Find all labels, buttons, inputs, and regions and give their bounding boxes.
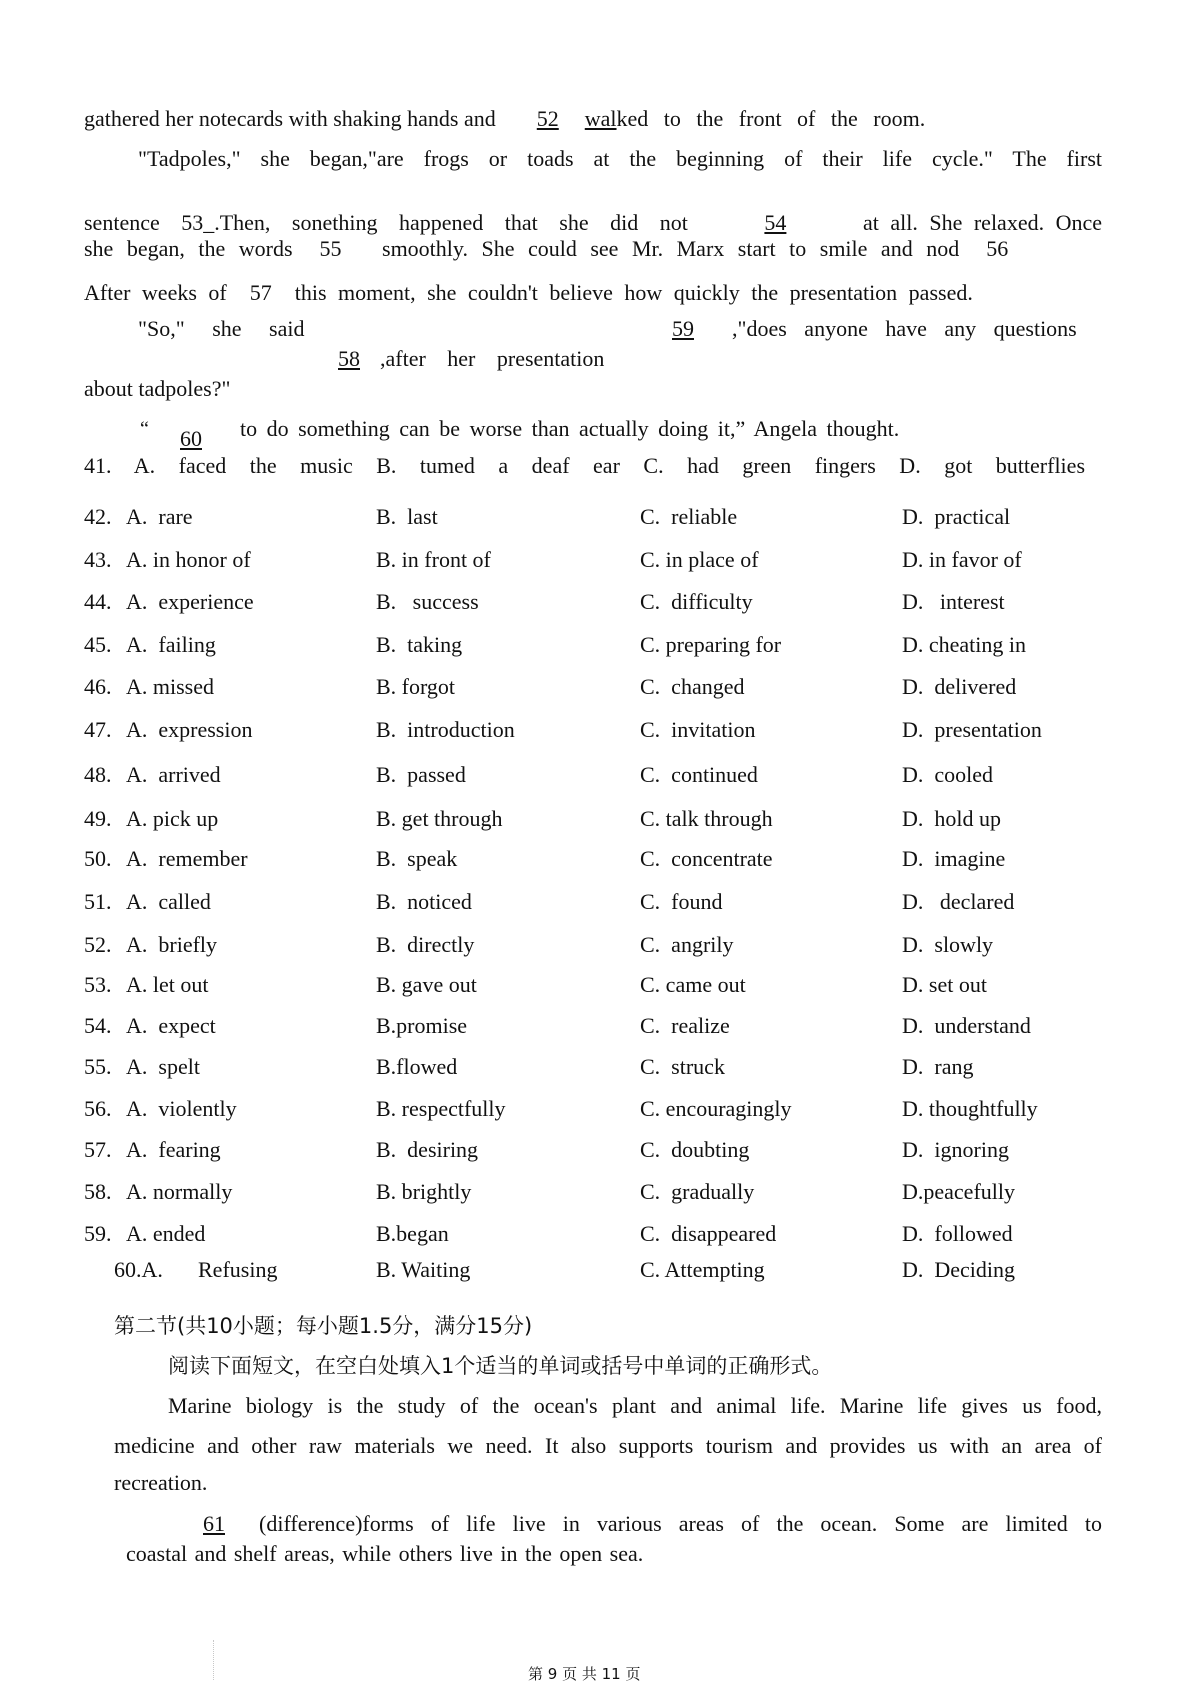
option-a: A. let out <box>126 972 209 997</box>
question-number: 51. <box>84 889 112 914</box>
option-b: B. directly <box>376 932 475 957</box>
blank-54: 54 <box>764 210 787 235</box>
passage-line-5: After weeks of 57 this moment, she couldn't believe how quickly the presentation passed. <box>84 280 973 305</box>
passage-line-3 <box>84 210 1102 236</box>
option-b: B. noticed <box>376 889 472 914</box>
question-number: 58. <box>84 1179 112 1204</box>
option-b: B. introduction <box>376 717 515 742</box>
section-2-instruction: 阅读下面短文，在空白处填入1个适当的单词或括号中单词的正确形式。 <box>168 1354 833 1378</box>
question-41: 41. A. faced the music B. tumed a deaf ear C. had green fingers D. got butterflies <box>84 453 1085 478</box>
option-c: C. doubting <box>640 1137 750 1162</box>
option-a: A. remember <box>126 846 248 871</box>
option-d: D. rang <box>902 1054 974 1079</box>
option-a: Refusing <box>198 1257 278 1282</box>
option-c: C. changed <box>640 674 745 699</box>
passage-line-3-post: at all. She relaxed. Once <box>862 210 1102 235</box>
option-d: D. cheating in <box>902 632 1027 657</box>
option-b: B. forgot <box>376 674 456 699</box>
option-c: C. encouragingly <box>640 1096 792 1121</box>
option-a: A. ended <box>126 1221 206 1246</box>
option-c: C. in place of <box>640 547 759 572</box>
para-1-line-3: recreation. <box>114 1470 208 1495</box>
question-number: 48. <box>84 762 112 787</box>
question-number: 46. <box>84 674 112 699</box>
option-d: D. cooled <box>902 762 994 787</box>
option-d: D. presentation <box>902 717 1042 742</box>
question-number: 45. <box>84 632 112 657</box>
option-c: C. disappeared <box>640 1221 777 1246</box>
option-c: C. preparing for <box>640 632 782 657</box>
page-number: 第 9 页 共 11 页 <box>528 1665 641 1683</box>
option-a: A. rare <box>126 504 193 529</box>
option-c: C. talk through <box>640 806 773 831</box>
passage-line-4: she began, the words 55 smoothly. She could see Mr. Marx start to smile and nod 56 <box>84 236 1009 261</box>
option-c: C. realize <box>640 1013 730 1038</box>
option-a: A. fearing <box>126 1137 221 1162</box>
para-2-line-1: (difference)forms of life live in various areas of the ocean. Some are limited to <box>259 1511 1102 1536</box>
option-b: B. get through <box>376 806 503 831</box>
option-b: B. brightly <box>376 1179 472 1204</box>
question-number: 52. <box>84 932 112 957</box>
option-d: D. slowly <box>902 932 994 957</box>
option-b: B. success <box>376 589 479 614</box>
option-b: B. passed <box>376 762 466 787</box>
option-a: A. experience <box>126 589 254 614</box>
option-d: D.peacefully <box>902 1179 1015 1204</box>
question-number: 57. <box>84 1137 112 1162</box>
question-number: 50. <box>84 846 112 871</box>
option-d: D. Deciding <box>902 1257 1016 1282</box>
option-c: C. gradually <box>640 1179 755 1204</box>
option-b: B.began <box>376 1221 449 1246</box>
option-b: B.flowed <box>376 1054 458 1079</box>
question-number: 59. <box>84 1221 112 1246</box>
question-number: 56. <box>84 1096 112 1121</box>
question-number: 47. <box>84 717 112 742</box>
option-c: C. came out <box>640 972 746 997</box>
option-d: D. declared <box>902 889 1015 914</box>
option-a: A. expect <box>126 1013 216 1038</box>
para-2-line-2: coastal and shelf areas, while others live in the open sea. <box>126 1541 644 1566</box>
option-a: A. in honor of <box>126 547 251 572</box>
option-a: A. violently <box>126 1096 237 1121</box>
option-d: D. ignoring <box>902 1137 1009 1162</box>
passage-line-8: about tadpoles?" <box>84 376 231 401</box>
option-a: A. pick up <box>126 806 219 831</box>
option-b: B. Waiting <box>376 1257 471 1282</box>
option-a: A. expression <box>126 717 253 742</box>
option-d: D. hold up <box>902 806 1001 831</box>
passage-line-6-right: ,"does anyone have any questions <box>732 316 1077 341</box>
question-number: 53. <box>84 972 112 997</box>
passage-line-7: ,after her presentation <box>380 346 605 371</box>
blank-52: 52 wal <box>536 106 617 131</box>
option-c: C. continued <box>640 762 758 787</box>
passage-line-2: "Tadpoles," she began,"are frogs or toads at the beginning of their life cycle." The first <box>138 146 1102 171</box>
question-number: 54. <box>84 1013 112 1038</box>
blank-59: 59 <box>672 316 694 341</box>
option-d: D. understand <box>902 1013 1031 1038</box>
question-number: 44. <box>84 589 112 614</box>
option-b: B. speak <box>376 846 458 871</box>
blank-58: 58 <box>338 346 360 371</box>
option-c: C. struck <box>640 1054 725 1079</box>
para-1-line-2: medicine and other raw materials we need. It also supports tourism and provides us with an area of <box>114 1433 1102 1458</box>
option-c: C. Attempting <box>640 1257 765 1282</box>
option-a: A. failing <box>126 632 216 657</box>
blank-60: 60 <box>180 426 202 451</box>
option-c: C. invitation <box>640 717 756 742</box>
option-c: C. concentrate <box>640 846 773 871</box>
option-c: C. angrily <box>640 932 734 957</box>
option-d: D. set out <box>902 972 987 997</box>
option-b: B. in front of <box>376 547 491 572</box>
option-d: D. followed <box>902 1221 1013 1246</box>
option-d: D. thoughtfully <box>902 1096 1038 1121</box>
question-number: 42. <box>84 504 112 529</box>
option-c: C. reliable <box>640 504 738 529</box>
para-1-line-1: Marine biology is the study of the ocean's plant and animal life. Marine life gives us food, <box>168 1393 1102 1418</box>
quote-mark: “ <box>140 418 149 440</box>
option-b: B. respectfully <box>376 1096 506 1121</box>
option-c: C. found <box>640 889 723 914</box>
option-b: B. desiring <box>376 1137 479 1162</box>
option-a: A. spelt <box>126 1054 200 1079</box>
passage-line-1 <box>84 106 1004 132</box>
option-d: D. delivered <box>902 674 1017 699</box>
option-d: D. practical <box>902 504 1011 529</box>
option-d: D. in favor of <box>902 547 1022 572</box>
passage-line-1-right: ked to the front of the room. <box>616 106 926 131</box>
passage-line-3-pre: sentence 53_.Then, sonething happened that she did not <box>84 210 688 235</box>
passage-line-6-left: "So," she said <box>138 316 305 341</box>
option-a: A. called <box>126 889 211 914</box>
passage-line-9: to do something can be worse than actually doing it,” Angela thought. <box>240 416 900 441</box>
option-a: A. normally <box>126 1179 233 1204</box>
option-a: A. briefly <box>126 932 218 957</box>
option-b: B. last <box>376 504 438 529</box>
margin-dots <box>213 1640 216 1680</box>
blank-61: 61 <box>203 1511 225 1536</box>
question-number: 49. <box>84 806 112 831</box>
passage-line-1-left: gathered her notecards with shaking hands and <box>84 106 496 131</box>
option-b: B. taking <box>376 632 463 657</box>
option-a: A. missed <box>126 674 214 699</box>
section-2-heading: 第二节(共10小题；每小题1.5分，满分15分) <box>114 1314 533 1338</box>
option-a: A. arrived <box>126 762 221 787</box>
option-c: C. difficulty <box>640 589 753 614</box>
question-number: 43. <box>84 547 112 572</box>
option-b: B. gave out <box>376 972 477 997</box>
option-d: D. interest <box>902 589 1005 614</box>
question-number: 60.A. <box>114 1257 163 1282</box>
question-number: 55. <box>84 1054 112 1079</box>
option-d: D. imagine <box>902 846 1006 871</box>
option-b: B.promise <box>376 1013 468 1038</box>
